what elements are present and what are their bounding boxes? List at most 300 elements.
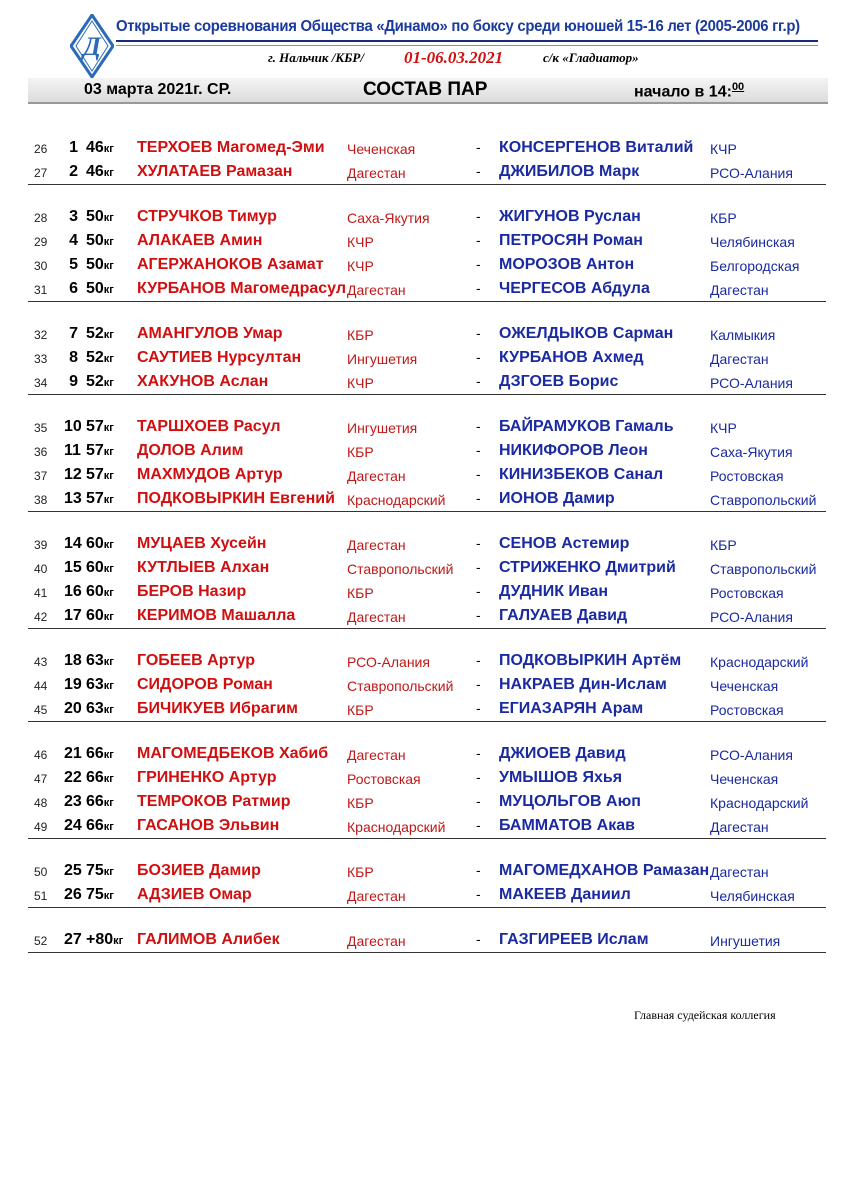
order-number: 39 xyxy=(34,538,48,552)
blue-corner-region: Краснодарский xyxy=(710,654,809,670)
weight-value: 52 xyxy=(86,349,104,366)
bout-number: 26 xyxy=(64,886,82,903)
pair-row xyxy=(28,742,826,766)
versus-dash: - xyxy=(476,817,481,833)
blue-corner-name: ПЕТРОСЯН Роман xyxy=(499,232,643,249)
red-corner-region: Дагестан xyxy=(347,537,406,553)
weight-value: 50 xyxy=(86,232,104,249)
weight-value: 46 xyxy=(86,163,104,180)
pair-row xyxy=(28,253,826,277)
weight-value: 63 xyxy=(86,652,104,669)
blue-corner-name: ГАЛУАЕВ Давид xyxy=(499,607,628,624)
pair-row xyxy=(28,160,826,184)
order-number: 32 xyxy=(34,328,48,342)
blue-corner-region: Ставропольский xyxy=(710,492,817,508)
red-corner-name: АМАНГУЛОВ Умар xyxy=(137,325,283,342)
blue-corner-name: ДЗГОЕВ Борис xyxy=(499,373,619,390)
weight-unit: кг xyxy=(103,773,114,785)
red-corner-name: ГОБЕЕВ Артур xyxy=(137,652,255,669)
red-corner-region: Дагестан xyxy=(347,888,406,904)
weight-value: 66 xyxy=(86,769,104,786)
versus-dash: - xyxy=(476,418,481,434)
pair-row xyxy=(28,928,826,952)
blue-corner-name: ДУДНИК Иван xyxy=(499,583,609,600)
city: г. Нальчик /КБР/ xyxy=(268,50,364,65)
order-number: 30 xyxy=(34,259,48,273)
red-corner-region: Ставропольский xyxy=(347,561,454,577)
red-corner-region: Чеченская xyxy=(347,141,416,157)
blue-corner-region: Дагестан xyxy=(710,819,769,835)
blue-corner-name: МОРОЗОВ Антон xyxy=(499,256,635,273)
weight-class xyxy=(86,769,114,787)
order-number: 27 xyxy=(34,166,48,180)
pair-row xyxy=(28,673,826,697)
order-number: 52 xyxy=(34,934,48,948)
red-corner-region: Краснодарский xyxy=(347,492,446,508)
bout-number: 19 xyxy=(64,676,82,693)
versus-dash: - xyxy=(476,793,481,809)
weight-class xyxy=(86,418,114,436)
blue-corner-name: ЕГИАЗАРЯН Арам xyxy=(499,700,644,717)
blue-corner-region: КБР xyxy=(710,537,737,553)
bout-number: 13 xyxy=(64,490,82,507)
order-number: 38 xyxy=(34,493,48,507)
blue-corner-name: НИКИФОРОВ Леон xyxy=(499,442,648,459)
weight-value: 60 xyxy=(86,583,104,600)
order-number: 34 xyxy=(34,376,48,390)
red-corner-name: МАГОМЕДБЕКОВ Хабиб xyxy=(137,745,329,762)
blue-corner-region: Ростовская xyxy=(710,585,784,601)
blue-corner-name: МАКЕЕВ Даниил xyxy=(499,886,631,903)
pair-row xyxy=(28,814,826,838)
pair-row xyxy=(28,136,826,160)
versus-dash: - xyxy=(476,325,481,341)
versus-dash: - xyxy=(476,745,481,761)
bout-number: 23 xyxy=(64,793,82,810)
weight-class xyxy=(86,373,114,391)
weight-class xyxy=(86,442,114,460)
pair-row xyxy=(28,697,826,721)
weight-class xyxy=(86,490,114,508)
pair-row xyxy=(28,487,826,511)
weight-class xyxy=(86,700,114,718)
red-corner-region: Саха-Якутия xyxy=(347,210,430,226)
dynamo-logo xyxy=(70,14,114,78)
blue-corner-name: СЕНОВ Астемир xyxy=(499,535,630,552)
bout-number: 7 xyxy=(69,325,78,342)
title-divider xyxy=(116,40,818,46)
bout-number: 15 xyxy=(64,559,82,576)
red-corner-name: МАХМУДОВ Артур xyxy=(137,466,283,483)
blue-corner-name: ДЖИБИЛОВ Марк xyxy=(499,163,640,180)
weight-unit: кг xyxy=(113,935,124,947)
bout-number: 17 xyxy=(64,607,82,624)
blue-corner-region: Чеченская xyxy=(710,678,779,694)
weight-class xyxy=(86,325,114,343)
weight-unit: кг xyxy=(103,611,114,623)
red-corner-name: ГАСАНОВ Эльвин xyxy=(137,817,280,834)
blue-corner-region: РСО-Алания xyxy=(710,375,793,391)
versus-dash: - xyxy=(476,559,481,575)
blue-corner-region: Саха-Якутия xyxy=(710,444,793,460)
red-corner-region: Ингушетия xyxy=(347,351,418,367)
weight-value: 63 xyxy=(86,676,104,693)
page-heading: СОСТАВ ПАР xyxy=(363,79,488,100)
blue-corner-region: Ингушетия xyxy=(710,933,781,949)
weight-class xyxy=(86,559,114,577)
blue-corner-region: Калмыкия xyxy=(710,327,776,343)
bout-number: 16 xyxy=(64,583,82,600)
weight-unit: кг xyxy=(103,866,114,878)
red-corner-region: КБР xyxy=(347,864,374,880)
weight-unit: кг xyxy=(103,656,114,668)
weight-group xyxy=(28,205,826,302)
bout-number: 22 xyxy=(64,769,82,786)
weight-class xyxy=(86,676,114,694)
weight-unit: кг xyxy=(103,422,114,434)
weight-unit: кг xyxy=(103,353,114,365)
bout-number: 18 xyxy=(64,652,82,669)
pair-row xyxy=(28,229,826,253)
red-corner-region: КЧР xyxy=(347,258,374,274)
blue-corner-name: НАКРАЕВ Дин-Ислам xyxy=(499,676,667,693)
weight-unit: кг xyxy=(103,377,114,389)
weight-unit: кг xyxy=(103,212,114,224)
versus-dash: - xyxy=(476,886,481,902)
pair-row xyxy=(28,463,826,487)
weight-class xyxy=(86,931,123,949)
weight-value: 66 xyxy=(86,817,104,834)
weight-unit: кг xyxy=(103,470,114,482)
weight-class xyxy=(86,607,114,625)
bout-number: 9 xyxy=(69,373,78,390)
blue-corner-region: РСО-Алания xyxy=(710,609,793,625)
blue-corner-region: Ростовская xyxy=(710,468,784,484)
weight-group xyxy=(28,742,826,839)
start-label: начало в 14: xyxy=(634,83,732,101)
weight-unit: кг xyxy=(103,494,114,506)
red-corner-region: Дагестан xyxy=(347,468,406,484)
red-corner-name: ГРИНЕНКО Артур xyxy=(137,769,277,786)
blue-corner-region: Дагестан xyxy=(710,351,769,367)
day-date: 03 марта 2021г. СР. xyxy=(84,81,232,98)
weight-unit: кг xyxy=(103,260,114,272)
weight-group xyxy=(28,322,826,395)
red-corner-region: КЧР xyxy=(347,234,374,250)
weight-class xyxy=(86,862,114,880)
weight-value: 60 xyxy=(86,535,104,552)
weight-class xyxy=(86,349,114,367)
versus-dash: - xyxy=(476,931,481,947)
pair-row xyxy=(28,322,826,346)
weight-unit: кг xyxy=(103,749,114,761)
versus-dash: - xyxy=(476,490,481,506)
red-corner-name: ДОЛОВ Алим xyxy=(137,442,244,459)
blue-corner-region: РСО-Алания xyxy=(710,165,793,181)
red-corner-name: АЛАКАЕВ Амин xyxy=(137,232,263,249)
blue-corner-region: Дагестан xyxy=(710,282,769,298)
blue-corner-region: КБР xyxy=(710,210,737,226)
versus-dash: - xyxy=(476,163,481,179)
start-minutes: 00 xyxy=(731,81,745,93)
weight-value: 57 xyxy=(86,442,104,459)
pair-row xyxy=(28,346,826,370)
bout-number: 12 xyxy=(64,466,82,483)
bout-number: 24 xyxy=(64,817,82,834)
versus-dash: - xyxy=(476,256,481,272)
pair-row xyxy=(28,439,826,463)
order-number: 49 xyxy=(34,820,48,834)
red-corner-name: АГЕРЖАНОКОВ Азамат xyxy=(137,256,324,273)
red-corner-name: ТЕМРОКОВ Ратмир xyxy=(137,793,291,810)
blue-corner-name: КОНСЕРГЕНОВ Виталий xyxy=(499,139,694,156)
weight-value: 63 xyxy=(86,700,104,717)
pair-row xyxy=(28,580,826,604)
pairs-table xyxy=(28,136,826,973)
red-corner-name: ХУЛАТАЕВ Рамазан xyxy=(137,163,293,180)
versus-dash: - xyxy=(476,466,481,482)
weight-unit: кг xyxy=(103,446,114,458)
weight-unit: кг xyxy=(103,539,114,551)
order-number: 44 xyxy=(34,679,48,693)
red-corner-region: КБР xyxy=(347,444,374,460)
order-number: 28 xyxy=(34,211,48,225)
order-number: 42 xyxy=(34,610,48,624)
red-corner-region: Дагестан xyxy=(347,747,406,763)
weight-class xyxy=(86,256,114,274)
blue-corner-name: ДЖИОЕВ Давид xyxy=(499,745,626,762)
bout-number: 11 xyxy=(64,442,81,459)
order-number: 35 xyxy=(34,421,48,435)
bout-number: 6 xyxy=(69,280,78,297)
bout-number: 20 xyxy=(64,700,82,717)
weight-group xyxy=(28,136,826,185)
versus-dash: - xyxy=(476,607,481,623)
versus-dash: - xyxy=(476,373,481,389)
versus-dash: - xyxy=(476,676,481,692)
weight-value: 57 xyxy=(86,490,104,507)
blue-corner-name: КУРБАНОВ Ахмед xyxy=(499,349,644,366)
bout-number: 8 xyxy=(69,349,78,366)
red-corner-name: ТЕРХОЕВ Магомед-Эми xyxy=(137,139,325,156)
blue-corner-name: БАММАТОВ Акав xyxy=(499,817,635,834)
blue-corner-name: СТРИЖЕНКО Дмитрий xyxy=(499,559,676,576)
weight-class xyxy=(86,793,114,811)
blue-corner-name: ОЖЕЛДЫКОВ Сарман xyxy=(499,325,674,342)
weight-group xyxy=(28,859,826,908)
blue-corner-name: УМЫШОВ Яхья xyxy=(499,769,623,786)
versus-dash: - xyxy=(476,442,481,458)
weight-unit: кг xyxy=(103,167,114,179)
weight-unit: кг xyxy=(103,797,114,809)
red-corner-region: КБР xyxy=(347,702,374,718)
bout-number: 2 xyxy=(69,163,78,180)
red-corner-name: ХАКУНОВ Аслан xyxy=(137,373,269,390)
versus-dash: - xyxy=(476,208,481,224)
svg-text:Д: Д xyxy=(83,32,101,61)
pair-row xyxy=(28,370,826,394)
bout-number: 10 xyxy=(64,418,82,435)
red-corner-name: КЕРИМОВ Машалла xyxy=(137,607,296,624)
blue-corner-region: Челябинская xyxy=(710,888,795,904)
weight-group xyxy=(28,415,826,512)
red-corner-region: Ингушетия xyxy=(347,420,418,436)
blue-corner-name: МУЦОЛЬГОВ Аюп xyxy=(499,793,641,810)
blue-corner-name: ПОДКОВЫРКИН Артём xyxy=(499,652,682,669)
weight-unit: кг xyxy=(103,284,114,296)
blue-corner-region: Дагестан xyxy=(710,864,769,880)
weight-value: 52 xyxy=(86,325,104,342)
weight-value: 50 xyxy=(86,208,104,225)
weight-class xyxy=(86,208,114,226)
weight-class xyxy=(86,583,114,601)
versus-dash: - xyxy=(476,652,481,668)
blue-corner-name: ЖИГУНОВ Руслан xyxy=(499,208,641,225)
order-number: 36 xyxy=(34,445,48,459)
red-corner-region: Краснодарский xyxy=(347,819,446,835)
blue-corner-region: Белгородская xyxy=(710,258,800,274)
weight-unit: кг xyxy=(103,821,114,833)
red-corner-name: БИЧИКУЕВ Ибрагим xyxy=(137,700,298,717)
order-number: 51 xyxy=(34,889,48,903)
red-corner-name: ПОДКОВЫРКИН Евгений xyxy=(137,490,335,507)
versus-dash: - xyxy=(476,232,481,248)
pair-row xyxy=(28,604,826,628)
order-number: 47 xyxy=(34,772,48,786)
pair-row xyxy=(28,415,826,439)
blue-corner-name: ИОНОВ Дамир xyxy=(499,490,615,507)
weight-unit: кг xyxy=(103,143,114,155)
weight-unit: кг xyxy=(103,563,114,575)
red-corner-name: КУТЛЫЕВ Алхан xyxy=(137,559,270,576)
weight-value: 60 xyxy=(86,607,104,624)
pair-row xyxy=(28,859,826,883)
order-number: 37 xyxy=(34,469,48,483)
weight-value: 57 xyxy=(86,466,104,483)
red-corner-region: Дагестан xyxy=(347,282,406,298)
weight-unit: кг xyxy=(103,329,114,341)
blue-corner-name: БАЙРАМУКОВ Гамаль xyxy=(499,418,674,435)
pair-row xyxy=(28,790,826,814)
red-corner-name: АДЗИЕВ Омар xyxy=(137,886,252,903)
day-band xyxy=(28,78,828,104)
bout-number: 3 xyxy=(69,208,78,225)
pair-row xyxy=(28,556,826,580)
order-number: 48 xyxy=(34,796,48,810)
weight-value: 66 xyxy=(86,793,104,810)
weight-value: +80 xyxy=(86,931,114,948)
versus-dash: - xyxy=(476,535,481,551)
start-time xyxy=(634,81,744,101)
weight-class xyxy=(86,232,114,250)
red-corner-region: Дагестан xyxy=(347,933,406,949)
weight-class xyxy=(86,466,114,484)
red-corner-region: Ставропольский xyxy=(347,678,454,694)
versus-dash: - xyxy=(476,769,481,785)
order-number: 41 xyxy=(34,586,48,600)
pair-row xyxy=(28,532,826,556)
blue-corner-region: Краснодарский xyxy=(710,795,809,811)
weight-class xyxy=(86,745,114,763)
pair-row xyxy=(28,766,826,790)
bout-number: 1 xyxy=(69,139,78,156)
blue-corner-region: КЧР xyxy=(710,420,737,436)
red-corner-name: СИДОРОВ Роман xyxy=(137,676,273,693)
versus-dash: - xyxy=(476,280,481,296)
red-corner-name: БОЗИЕВ Дамир xyxy=(137,862,261,879)
weight-class xyxy=(86,139,114,157)
red-corner-region: КБР xyxy=(347,327,374,343)
versus-dash: - xyxy=(476,583,481,599)
bout-number: 21 xyxy=(64,745,82,762)
blue-corner-name: ЧЕРГЕСОВ Абдула xyxy=(499,280,650,297)
bout-number: 25 xyxy=(64,862,82,879)
weight-class xyxy=(86,652,114,670)
weight-class xyxy=(86,280,114,298)
blue-corner-name: ГАЗГИРЕЕВ Ислам xyxy=(499,931,649,948)
weight-class xyxy=(86,817,114,835)
weight-class xyxy=(86,535,114,553)
red-corner-name: БЕРОВ Назир xyxy=(137,583,247,600)
red-corner-region: КЧР xyxy=(347,375,374,391)
order-number: 29 xyxy=(34,235,48,249)
red-corner-region: Дагестан xyxy=(347,609,406,625)
weight-value: 60 xyxy=(86,559,104,576)
order-number: 46 xyxy=(34,748,48,762)
weight-unit: кг xyxy=(103,890,114,902)
versus-dash: - xyxy=(476,862,481,878)
blue-corner-name: КИНИЗБЕКОВ Санал xyxy=(499,466,664,483)
order-number: 43 xyxy=(34,655,48,669)
blue-corner-region: РСО-Алания xyxy=(710,747,793,763)
bout-number: 5 xyxy=(69,256,78,273)
bout-number: 14 xyxy=(64,535,82,552)
pair-row xyxy=(28,205,826,229)
red-corner-name: КУРБАНОВ Магомедрасул xyxy=(137,280,346,297)
versus-dash: - xyxy=(476,139,481,155)
red-corner-name: САУТИЕВ Нурсултан xyxy=(137,349,302,366)
blue-corner-region: Ростовская xyxy=(710,702,784,718)
venue: с/к «Гладиатор» xyxy=(543,50,639,65)
order-number: 50 xyxy=(34,865,48,879)
pair-row xyxy=(28,883,826,907)
weight-class xyxy=(86,886,114,904)
blue-corner-region: Ставропольский xyxy=(710,561,817,577)
order-number: 26 xyxy=(34,142,48,156)
weight-unit: кг xyxy=(103,704,114,716)
versus-dash: - xyxy=(476,349,481,365)
red-corner-region: КБР xyxy=(347,795,374,811)
red-corner-region: КБР xyxy=(347,585,374,601)
versus-dash: - xyxy=(476,700,481,716)
weight-value: 46 xyxy=(86,139,104,156)
red-corner-name: ТАРШХОЕВ Расул xyxy=(137,418,281,435)
order-number: 40 xyxy=(34,562,48,576)
order-number: 45 xyxy=(34,703,48,717)
blue-corner-region: Чеченская xyxy=(710,771,779,787)
red-corner-region: Дагестан xyxy=(347,165,406,181)
weight-value: 66 xyxy=(86,745,104,762)
competition-title: Открытые соревнования Общества «Динамо» по боксу среди юношей 15-16 лет (2005-2006 гг.р) xyxy=(116,18,800,35)
weight-value: 52 xyxy=(86,373,104,390)
footer-signature: Главная судейская коллегия xyxy=(634,1008,776,1022)
weight-group xyxy=(28,928,826,953)
weight-value: 75 xyxy=(86,886,104,903)
dates: 01-06.03.2021 xyxy=(404,48,504,67)
red-corner-region: РСО-Алания xyxy=(347,654,430,670)
weight-group xyxy=(28,532,826,629)
weight-unit: кг xyxy=(103,236,114,248)
